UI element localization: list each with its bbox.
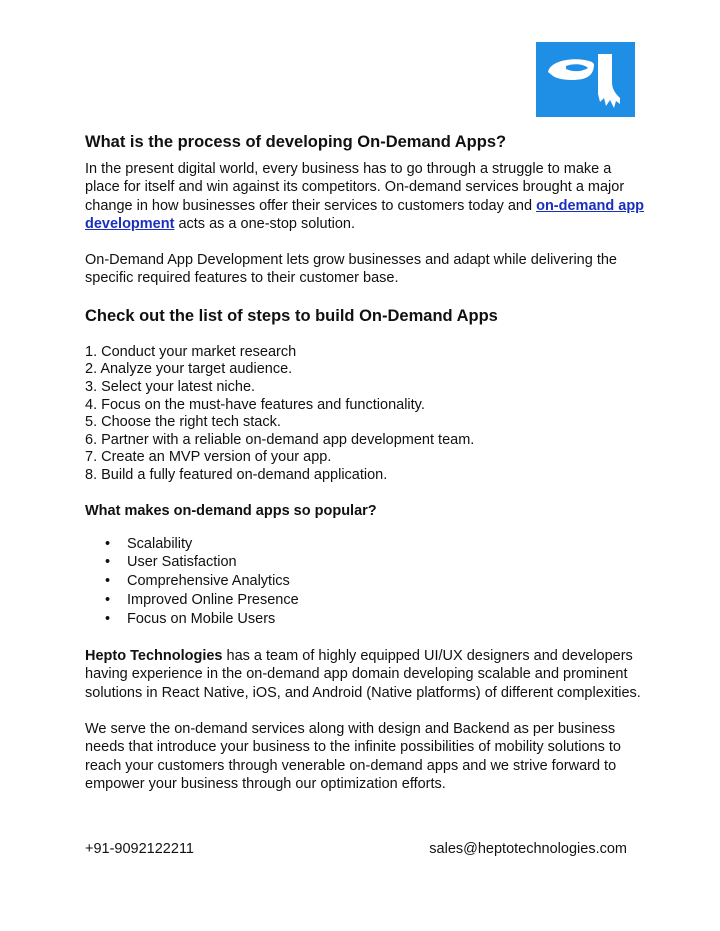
list-item	[105, 535, 645, 554]
list-item	[105, 610, 645, 629]
company-name: Hepto Technologies	[85, 648, 223, 665]
list-item-label: Comprehensive Analytics	[127, 573, 290, 590]
hepto-logo-icon	[536, 42, 635, 117]
list-item	[105, 553, 645, 572]
spacer	[85, 702, 645, 720]
popular-reasons-list	[85, 535, 645, 630]
list-item-label: Focus on Mobile Users	[127, 611, 276, 628]
list-item	[105, 591, 645, 610]
step-item: 6. Partner with a reliable on-demand app development team.	[85, 431, 475, 448]
heading-process: What is the process of developing On-Demand Apps?	[85, 133, 507, 151]
heading-popular: What makes on-demand apps so popular?	[85, 502, 377, 519]
bullet-icon: •	[105, 554, 111, 571]
step-item: 8. Build a fully featured on-demand application.	[85, 466, 388, 483]
intro-paragraph	[85, 160, 645, 233]
list-item	[105, 572, 645, 591]
intro-text-after: acts as a one-stop solution.	[174, 215, 355, 232]
bullet-icon: •	[105, 535, 111, 552]
step-item: 7. Create an MVP version of your app.	[85, 449, 332, 466]
bullet-icon: •	[105, 611, 111, 628]
phone-number[interactable]: +91-9092122211	[85, 841, 194, 857]
document-body	[85, 130, 645, 793]
company-logo	[536, 42, 635, 117]
on-demand-app-development-link[interactable]: on-demand app development	[85, 197, 645, 232]
steps-list	[85, 344, 645, 485]
step-item: 4. Focus on the must-have features and functionality.	[85, 396, 425, 413]
heading-steps: Check out the list of steps to build On-Demand Apps	[85, 306, 498, 325]
bullet-icon: •	[105, 573, 111, 590]
services-paragraph: We serve the on-demand services along with design and Backend as per business needs that introduce your business to the infinite possibilities of mobility solutions to reach your customers through venerable on-demand apps and we strive forward to empower your business through our optimization efforts.	[85, 720, 621, 792]
bullet-icon: •	[105, 592, 111, 609]
growth-paragraph: On-Demand App Development lets grow businesses and adapt while delivering the specific required features to their customer base.	[85, 252, 617, 287]
step-item: 1. Conduct your market research	[85, 343, 297, 360]
step-item: 2. Analyze your target audience.	[85, 361, 293, 378]
step-item: 3. Select your latest niche.	[85, 378, 256, 395]
step-item: 5. Choose the right tech stack.	[85, 414, 281, 431]
spacer	[85, 233, 645, 251]
list-item-label: Scalability	[127, 535, 193, 552]
spacer	[85, 629, 645, 647]
company-paragraph	[85, 647, 645, 702]
company-description: has a team of highly equipped UI/UX designers and developers having experience in the on-demand app domain developing scalable and prominent solutions in React Native, iOS, and Android (Native platforms) of different complexities.	[85, 648, 641, 701]
list-item-label: Improved Online Presence	[127, 592, 299, 609]
email-address[interactable]: sales@heptotechnologies.com	[429, 841, 627, 857]
intro-text-before: In the present digital world, every business has to go through a struggle to make a place for itself and win against its competitors. On-demand services brought a major change in how businesses offer their services to customers today and	[85, 161, 625, 214]
list-item-label: User Satisfaction	[127, 554, 237, 571]
